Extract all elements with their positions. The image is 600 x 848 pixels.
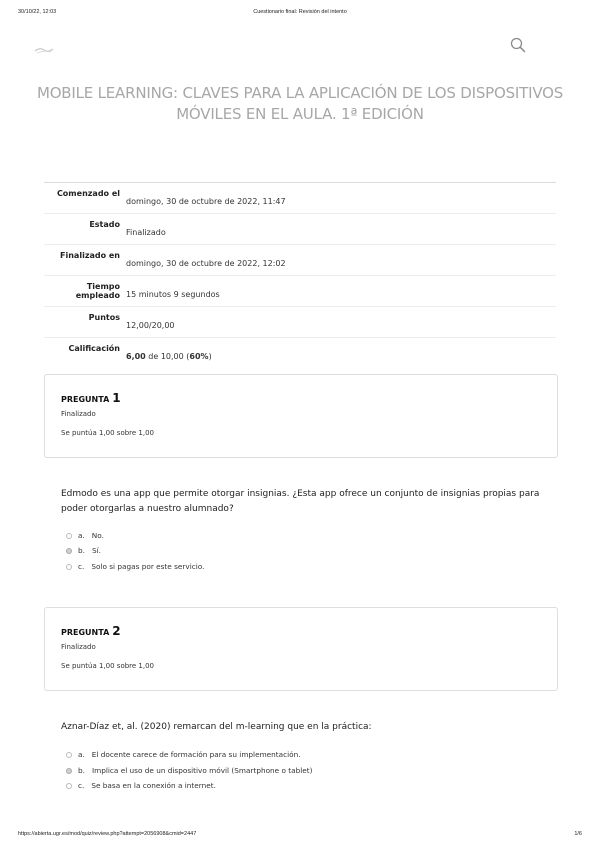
option-letter: c. [78,562,85,571]
grade-pct: 60% [189,352,209,361]
question-number: 2 [112,624,121,638]
question-label: PREGUNTA [61,628,110,637]
option-letter: a. [78,750,85,759]
question-2-text-line1: Aznar-Díaz et, al. (2020) remarcan del m-learning que en la práctica: [61,722,372,732]
question-label: PREGUNTA [61,395,110,404]
question-1-score: Se puntúa 1,00 sobre 1,00 [61,429,155,437]
finished-label: Finalizado en [60,251,120,260]
search-icon[interactable] [510,37,526,53]
question-1-number [61,391,121,405]
question-2-option-b[interactable] [66,766,312,775]
points-label: Puntos [88,313,120,322]
grade-end: ) [208,352,212,361]
grade-mid: de 10,00 ( [145,352,190,361]
state-label: Estado [89,220,120,229]
attempt-summary-table [44,182,556,368]
question-2-number [61,624,121,638]
option-letter: c. [78,781,85,790]
summary-row-state [44,214,556,245]
time-value: 15 minutos 9 segundos [126,290,220,299]
print-page-num: 1/6 [574,831,582,837]
print-url[interactable]: https://abierta.ugr.es/mod/quiz/review.php?attempt=2056908&cmid=2447 [18,831,197,837]
logo-icon[interactable] [34,40,54,50]
radio-icon[interactable] [66,564,72,570]
summary-row-started [44,183,556,214]
option-text: No. [91,531,104,540]
question-2-score: Se puntúa 1,00 sobre 1,00 [61,662,155,670]
question-1-info-card [44,374,558,458]
question-1-text-line2: poder otorgarlas a nuestro alumnado? [61,504,234,514]
grade-label: Calificación [68,344,120,353]
summary-row-finished [44,245,556,276]
radio-icon[interactable] [66,768,72,774]
question-1-text-line1: Edmodo es una app que permite otorgar insignias. ¿Esta app ofrece un conjunto de insignias propias para [61,489,540,499]
radio-icon[interactable] [66,548,72,554]
finished-value: domingo, 30 de octubre de 2022, 12:02 [126,259,286,268]
option-text: Se basa en la conexión a internet. [91,781,216,790]
option-text: Implica el uso de un dispositivo móvil (Smartphone o tablet) [91,766,313,775]
print-datetime: 30/10/22, 12:03 [18,9,57,15]
question-2-info-card [44,607,558,691]
print-header [18,9,582,15]
print-page-title: Cuestionario final: Revisión del intento [253,9,347,15]
question-2-text [61,720,541,735]
summary-row-points [44,307,556,338]
course-title [30,83,570,125]
print-footer [18,831,582,837]
option-text: Solo si pagas por este servicio. [91,562,205,571]
summary-row-time [44,276,556,307]
points-value: 12,00/20,00 [126,321,175,330]
radio-icon[interactable] [66,783,72,789]
radio-icon[interactable] [66,752,72,758]
started-value: domingo, 30 de octubre de 2022, 11:47 [126,197,286,206]
started-label: Comenzado el [56,189,120,198]
question-1-text [61,487,541,517]
question-1-option-b[interactable] [66,546,101,555]
question-2-option-a[interactable] [66,750,301,759]
course-title-line1: MOBILE LEARNING: CLAVES PARA LA APLICACIÓN DE LOS DISPOSITIVOS [36,84,564,102]
option-letter: b. [78,766,85,775]
grade-value [126,338,212,368]
question-2-status: Finalizado [61,643,96,651]
option-text: Sí. [91,546,101,555]
question-2-option-c[interactable] [66,781,216,790]
course-title-line2: MÓVILES EN EL AULA. 1ª EDICIÓN [176,105,424,123]
grade-score: 6,00 [126,352,146,361]
question-number: 1 [112,391,121,405]
question-1-option-c[interactable] [66,562,204,571]
time-label: Tiempo empleado [75,282,120,300]
summary-row-grade [44,338,556,368]
state-value: Finalizado [126,228,166,237]
option-letter: b. [78,546,85,555]
option-text: El docente carece de formación para su implementación. [91,750,301,759]
option-letter: a. [78,531,85,540]
radio-icon[interactable] [66,533,72,539]
question-1-status: Finalizado [61,410,96,418]
question-1-option-a[interactable] [66,531,104,540]
